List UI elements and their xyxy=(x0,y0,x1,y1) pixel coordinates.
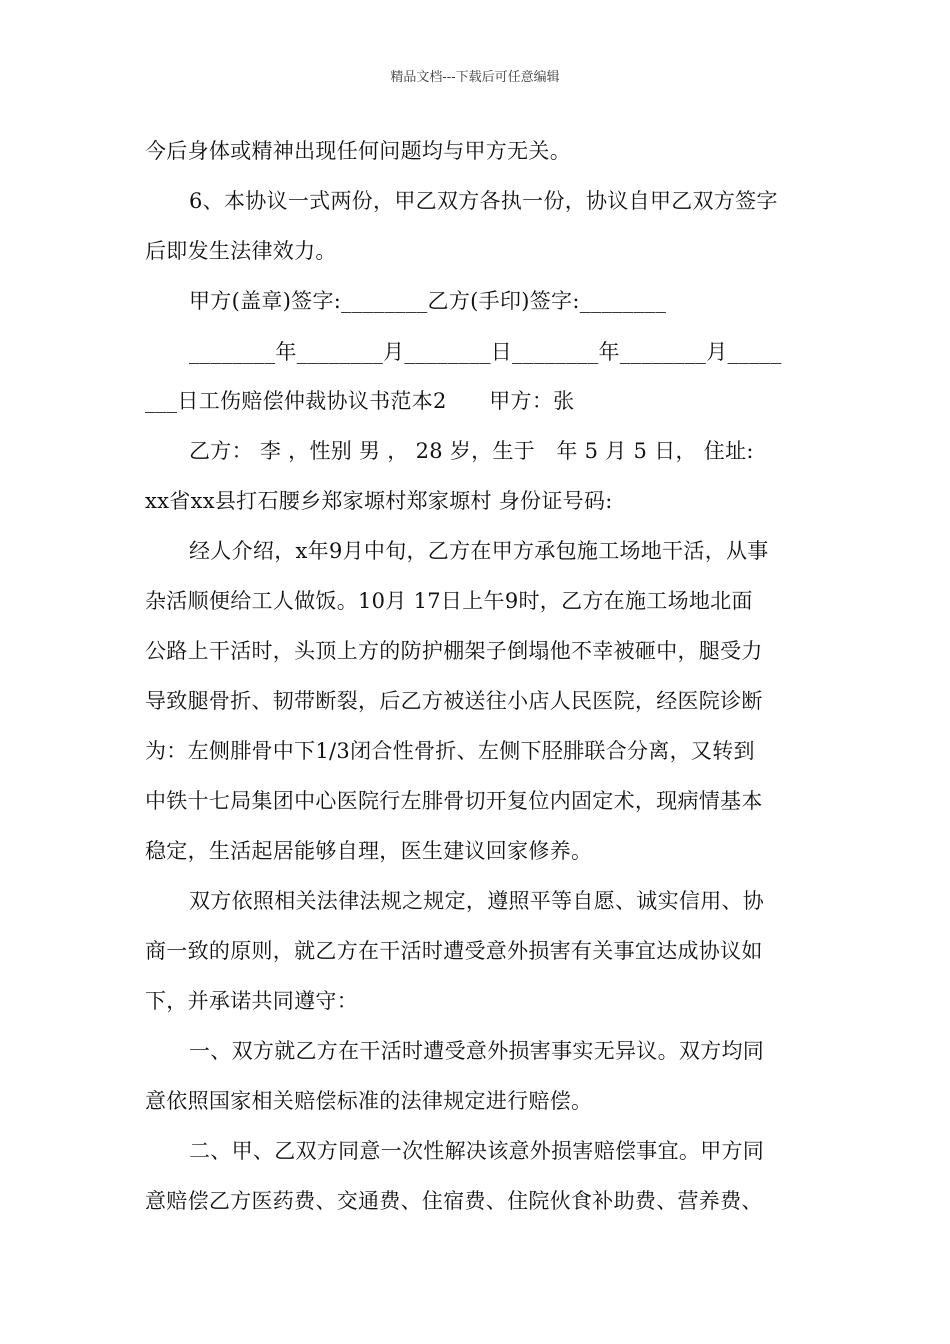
text-line: 经人介绍，x年9月中旬，乙方在甲方承包施工场地干活，从事 xyxy=(189,539,769,563)
text-line: 商一致的原则，就乙方在干活时遭受意外损害有关事宜达成协议如 xyxy=(145,939,763,963)
text-line: 为：左侧腓骨中下1/3闭合性骨折、左侧下胫腓联合分离，又转到 xyxy=(145,739,755,763)
text-line: 后即发生法律效力。 xyxy=(145,239,337,263)
text-line: 稳定，生活起居能够自理，医生建议回家修养。 xyxy=(145,839,593,863)
text-line: 双方依照相关法律法规之规定，遵照平等自愿、诚实信用、协 xyxy=(189,889,765,913)
text-line: 下，并承诺共同遵守： xyxy=(145,989,358,1013)
text-line: xx省xx县打石腰乡郑家塬村郑家塬村 身份证号码: xyxy=(145,489,613,513)
text-line: 乙方： 李 ，性别 男 ， 28 岁，生于 年 5 月 5 日， 住址: xyxy=(189,439,754,463)
text-line: 二、甲、乙双方同意一次性解决该意外损害赔偿事宜。甲方同 xyxy=(189,1139,765,1163)
text-line: 中铁十七局集团中心医院行左腓骨切开复位内固定术，现病情基本 xyxy=(145,789,763,813)
page-header: 精品文档---下载后可任意编辑 xyxy=(390,70,560,85)
signature-line: 甲方(盖章)签字:________乙方(手印)签字:________ xyxy=(189,289,667,313)
text-line: 公路上干活时，头顶上方的防护棚架子倒塌他不幸被砸中，腿受力 xyxy=(145,639,763,663)
text-line: 意依照国家相关赔偿标准的法律规定进行赔偿。 xyxy=(145,1089,593,1113)
date-line: ________年________月________日________年________月_____ xyxy=(189,340,782,364)
text-line: 杂活顺便给工人做饭。10月 17日上午9时，乙方在施工场地北面 xyxy=(145,589,753,613)
text-line: 今后身体或精神出现任何问题均与甲方无关。 xyxy=(145,139,571,163)
text-line: 6、本协议一式两份，甲乙双方各执一份，协议自甲乙双方签字 xyxy=(189,189,778,213)
text-line: 一、双方就乙方在干活时遭受意外损害事实无异议。双方均同 xyxy=(189,1039,765,1063)
text-line: ___日工伤赔偿仲裁协议书范本2 甲方：张 xyxy=(145,389,575,413)
text-line: 意赔偿乙方医药费、交通费、住宿费、住院伙食补助费、营养费、 xyxy=(145,1189,763,1213)
text-line: 导致腿骨折、韧带断裂，后乙方被送往小店人民医院，经医院诊断 xyxy=(145,689,763,713)
